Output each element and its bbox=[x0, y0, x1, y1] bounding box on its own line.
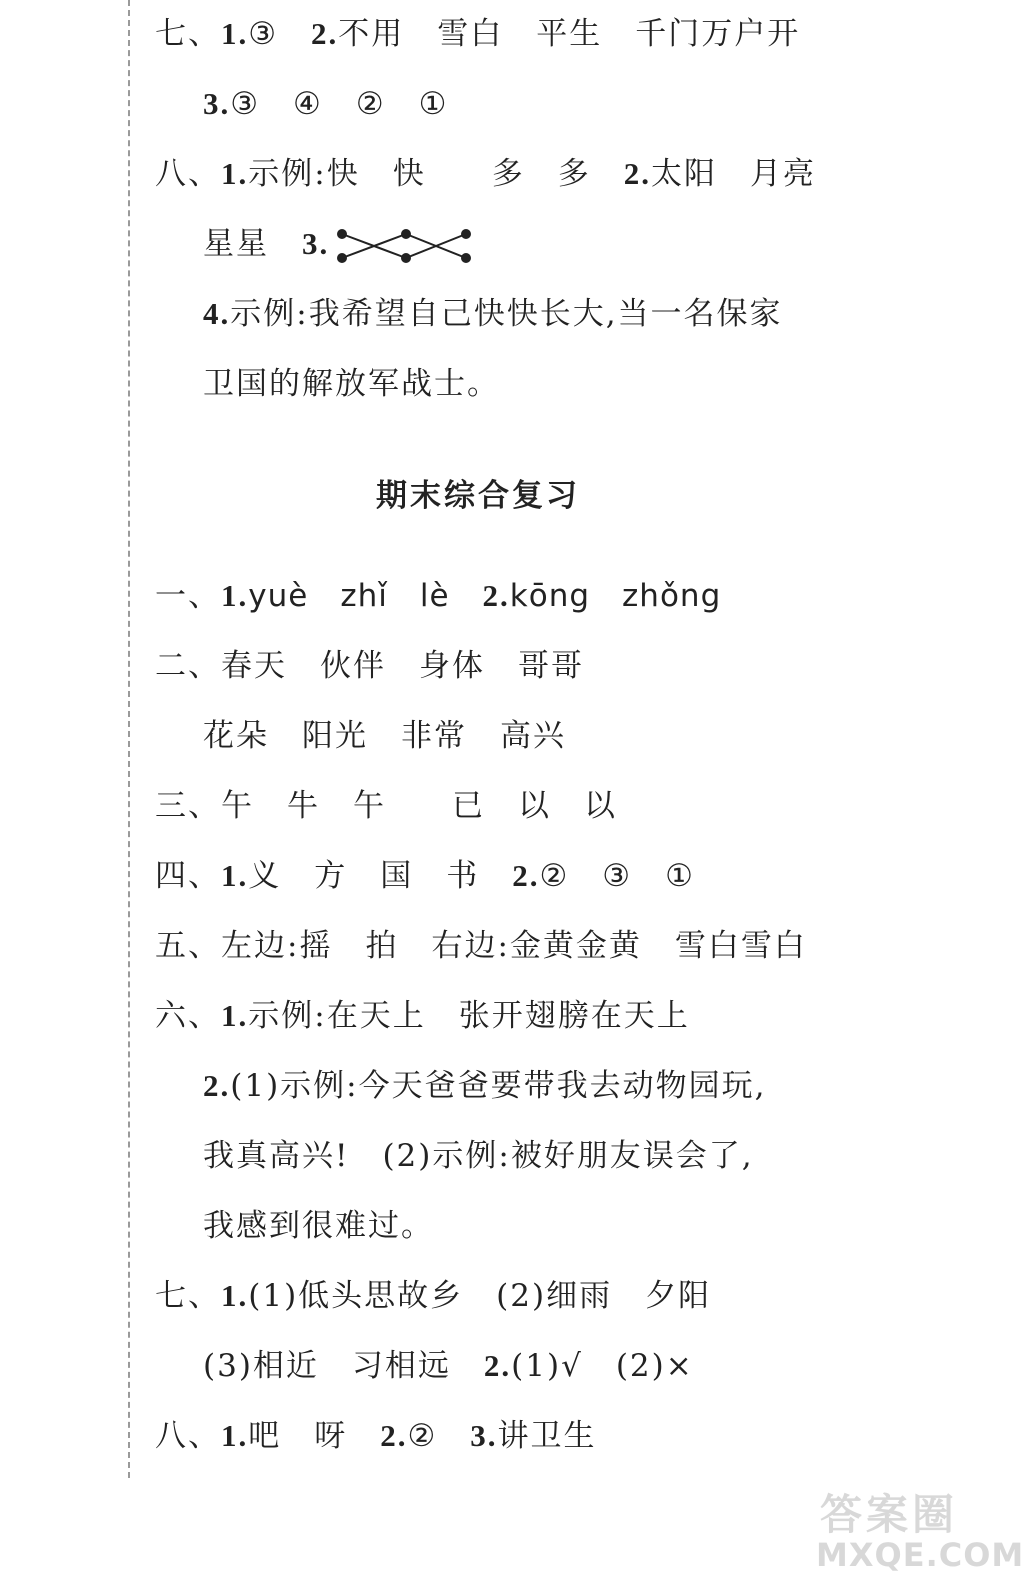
answer-4-line: 四、1.义 方 国 书 2.② ③ ① bbox=[155, 858, 695, 894]
match-dot bbox=[338, 230, 346, 238]
answer-6-line4: 我感到很难过。 bbox=[203, 1208, 434, 1244]
section-title: 期末综合复习 bbox=[376, 478, 580, 514]
answer-2-line2: 花朵 阳光 非常 高兴 bbox=[203, 718, 566, 754]
answer-6-line1: 六、1.示例:在天上 张开翅膀在天上 bbox=[155, 998, 690, 1034]
match-dot bbox=[338, 254, 346, 262]
answer-7b-line1: 七、1.(1)低头思故乡 (2)细雨 夕阳 bbox=[155, 1278, 712, 1314]
answer-5-line: 五、左边:摇 拍 右边:金黄金黄 雪白雪白 bbox=[155, 928, 807, 964]
match-dot bbox=[462, 254, 470, 262]
match-dot bbox=[402, 254, 410, 262]
watermark-title: 答案圈 bbox=[820, 1490, 959, 1539]
answer-6-line3: 我真高兴! (2)示例:被好朋友误会了, bbox=[203, 1138, 754, 1174]
answer-2-line1: 二、春天 伙伴 身体 哥哥 bbox=[155, 648, 584, 684]
answer-7b-line2: (3)相近 习相远 2.(1)√ (2)× bbox=[203, 1348, 694, 1384]
watermark-logo bbox=[816, 1478, 1024, 1582]
answer-8-line3: 4.示例:我希望自己快快长大,当一名保家 bbox=[203, 296, 783, 332]
answer-6-line2: 2.(1)示例:今天爸爸要带我去动物园玩, bbox=[203, 1068, 767, 1104]
answer-3-line: 三、午 牛 午 已 以 以 bbox=[155, 788, 617, 824]
answer-8-line2: 星星 3. bbox=[203, 226, 330, 262]
match-dot bbox=[402, 230, 410, 238]
answer-7-line1: 七、1.③ 2.不用 雪白 平生 千门万户开 bbox=[155, 16, 801, 52]
answer-8-line4: 卫国的解放军战士。 bbox=[203, 366, 500, 402]
answer-8b-line: 八、1.吧 呀 2.② 3.讲卫生 bbox=[155, 1418, 597, 1454]
answer-7-line2: 3.③ ④ ② ① bbox=[203, 86, 449, 122]
dashed-margin-rule bbox=[128, 0, 130, 1478]
match-dot bbox=[462, 230, 470, 238]
answer-1-line: 一、1.yuè zhǐ lè 2.kōng zhǒng bbox=[155, 578, 722, 614]
matching-lines-diagram bbox=[334, 224, 474, 268]
watermark-url: MXQE.COM bbox=[816, 1536, 1024, 1574]
answer-8-line1: 八、1.示例:快 快 多 多 2.太阳 月亮 bbox=[155, 156, 816, 192]
